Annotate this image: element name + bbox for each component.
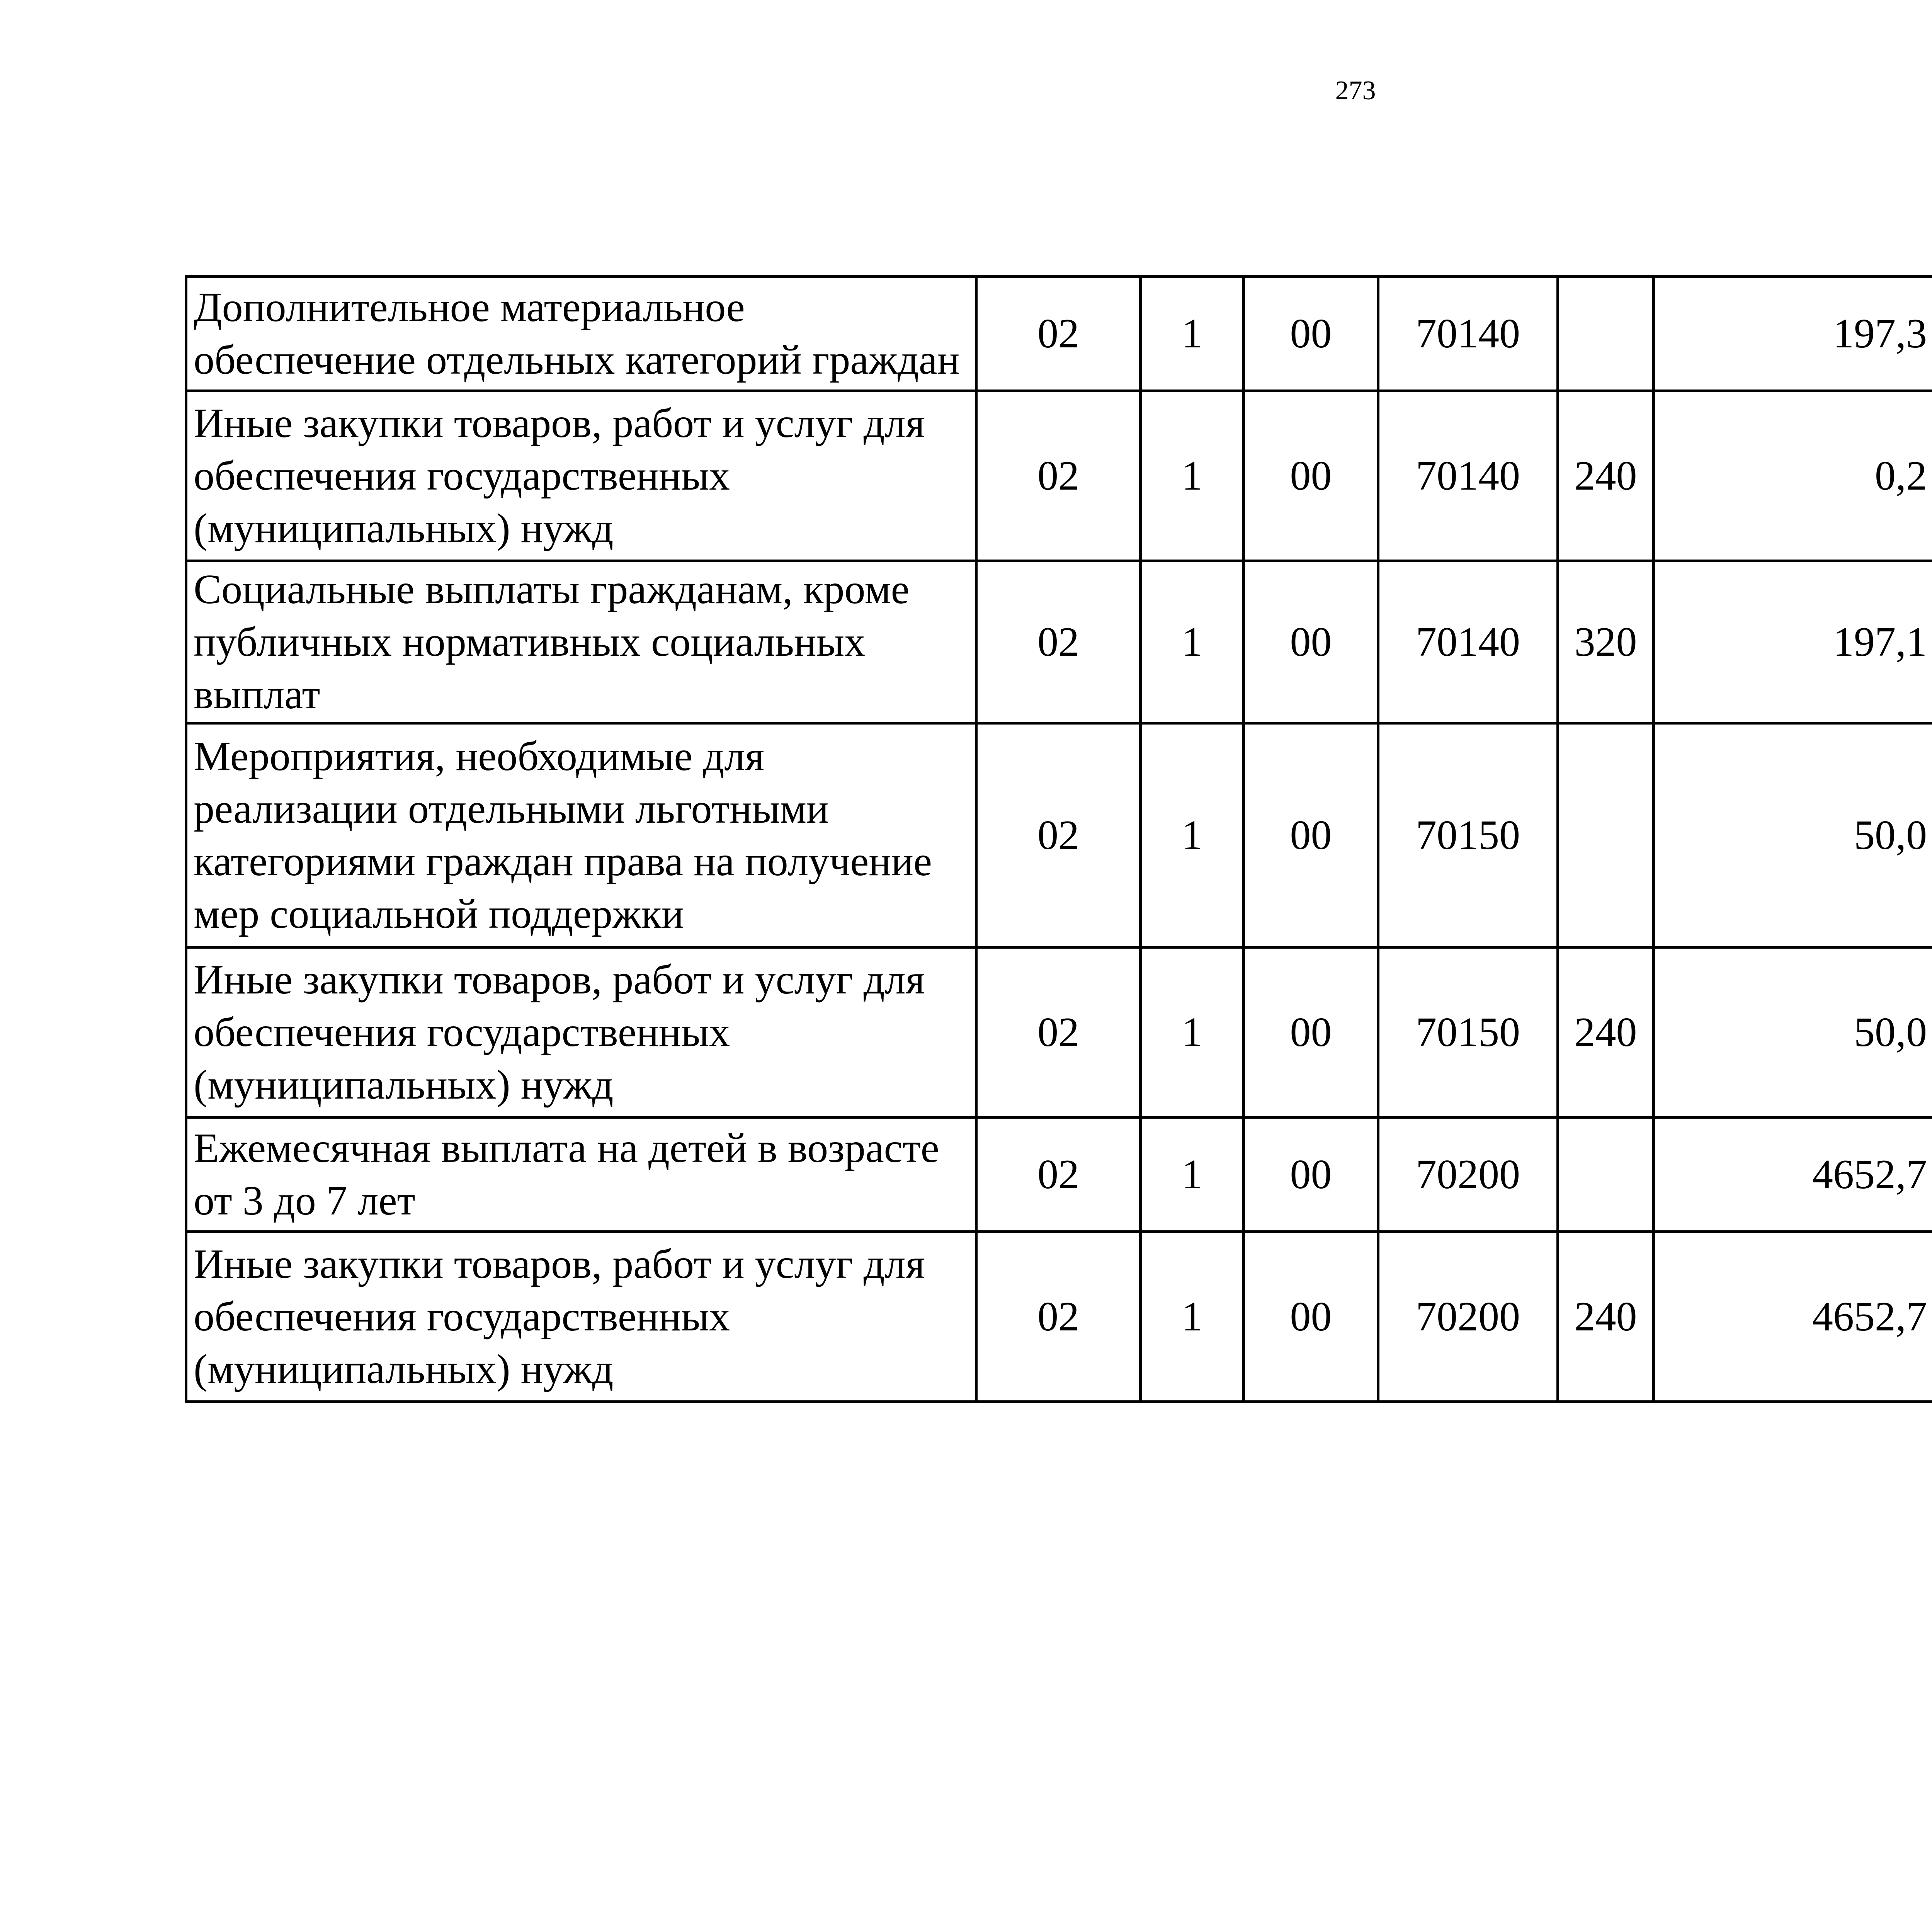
section-code: 02 [976, 277, 1141, 391]
program-code: 1 [1141, 561, 1244, 723]
expense-type-code: 240 [1558, 1232, 1654, 1402]
section-code: 02 [976, 1118, 1141, 1232]
row-name: Иные закупки товаров, работ и услуг для обеспечения государственных (муниципальных) нужд [186, 1232, 976, 1402]
subprogram-code: 00 [1244, 561, 1378, 723]
section-code: 02 [976, 947, 1141, 1118]
program-code: 1 [1141, 1232, 1244, 1402]
amount-1: 50,0 [1654, 723, 1932, 947]
amount-1: 197,1 [1654, 561, 1932, 723]
amount-1: 4652,7 [1654, 1232, 1932, 1402]
row-name: Иные закупки товаров, работ и услуг для обеспечения государственных (муниципальных) нужд [186, 947, 976, 1118]
expense-type-code: 240 [1558, 391, 1654, 561]
row-name: Ежемесячная выплата на детей в возрасте от 3 до 7 лет [186, 1118, 976, 1232]
subprogram-code: 00 [1244, 947, 1378, 1118]
row-name: Мероприятия, необходимые для реализации отдельными льготными категориями граждан права на получение мер социальной поддержки [186, 723, 976, 947]
subprogram-code: 00 [1244, 277, 1378, 391]
expense-type-code: 240 [1558, 947, 1654, 1118]
table-row [186, 277, 1932, 391]
expense-type-code [1558, 723, 1654, 947]
expense-type-code [1558, 1118, 1654, 1232]
table-row [186, 1232, 1932, 1402]
program-code: 1 [1141, 947, 1244, 1118]
row-name: Дополнительное материальное обеспечение отдельных категорий граждан [186, 277, 976, 391]
amount-1: 50,0 [1654, 947, 1932, 1118]
section-code: 02 [976, 391, 1141, 561]
subprogram-code: 00 [1244, 391, 1378, 561]
subprogram-code: 00 [1244, 1232, 1378, 1402]
program-code: 1 [1141, 1118, 1244, 1232]
section-code: 02 [976, 723, 1141, 947]
table-row [186, 1118, 1932, 1232]
target-code: 70200 [1378, 1118, 1558, 1232]
program-code: 1 [1141, 391, 1244, 561]
table-row [186, 391, 1932, 561]
program-code: 1 [1141, 723, 1244, 947]
subprogram-code: 00 [1244, 1118, 1378, 1232]
target-code: 70150 [1378, 723, 1558, 947]
expense-type-code: 320 [1558, 561, 1654, 723]
target-code: 70140 [1378, 277, 1558, 391]
page-number: 273 [1335, 76, 1376, 105]
program-code: 1 [1141, 277, 1244, 391]
section-code: 02 [976, 561, 1141, 723]
section-code: 02 [976, 1232, 1141, 1402]
row-name: Социальные выплаты гражданам, кроме публичных нормативных социальных выплат [186, 561, 976, 723]
target-code: 70200 [1378, 1232, 1558, 1402]
amount-1: 4652,7 [1654, 1118, 1932, 1232]
amount-1: 197,3 [1654, 277, 1932, 391]
target-code: 70140 [1378, 561, 1558, 723]
subprogram-code: 00 [1244, 723, 1378, 947]
row-name: Иные закупки товаров, работ и услуг для обеспечения государственных (муниципальных) нужд [186, 391, 976, 561]
expense-type-code [1558, 277, 1654, 391]
amount-1: 0,2 [1654, 391, 1932, 561]
table-row [186, 561, 1932, 723]
table-row [186, 947, 1932, 1118]
target-code: 70150 [1378, 947, 1558, 1118]
table-row [186, 723, 1932, 947]
budget-table [185, 275, 1932, 1403]
target-code: 70140 [1378, 391, 1558, 561]
